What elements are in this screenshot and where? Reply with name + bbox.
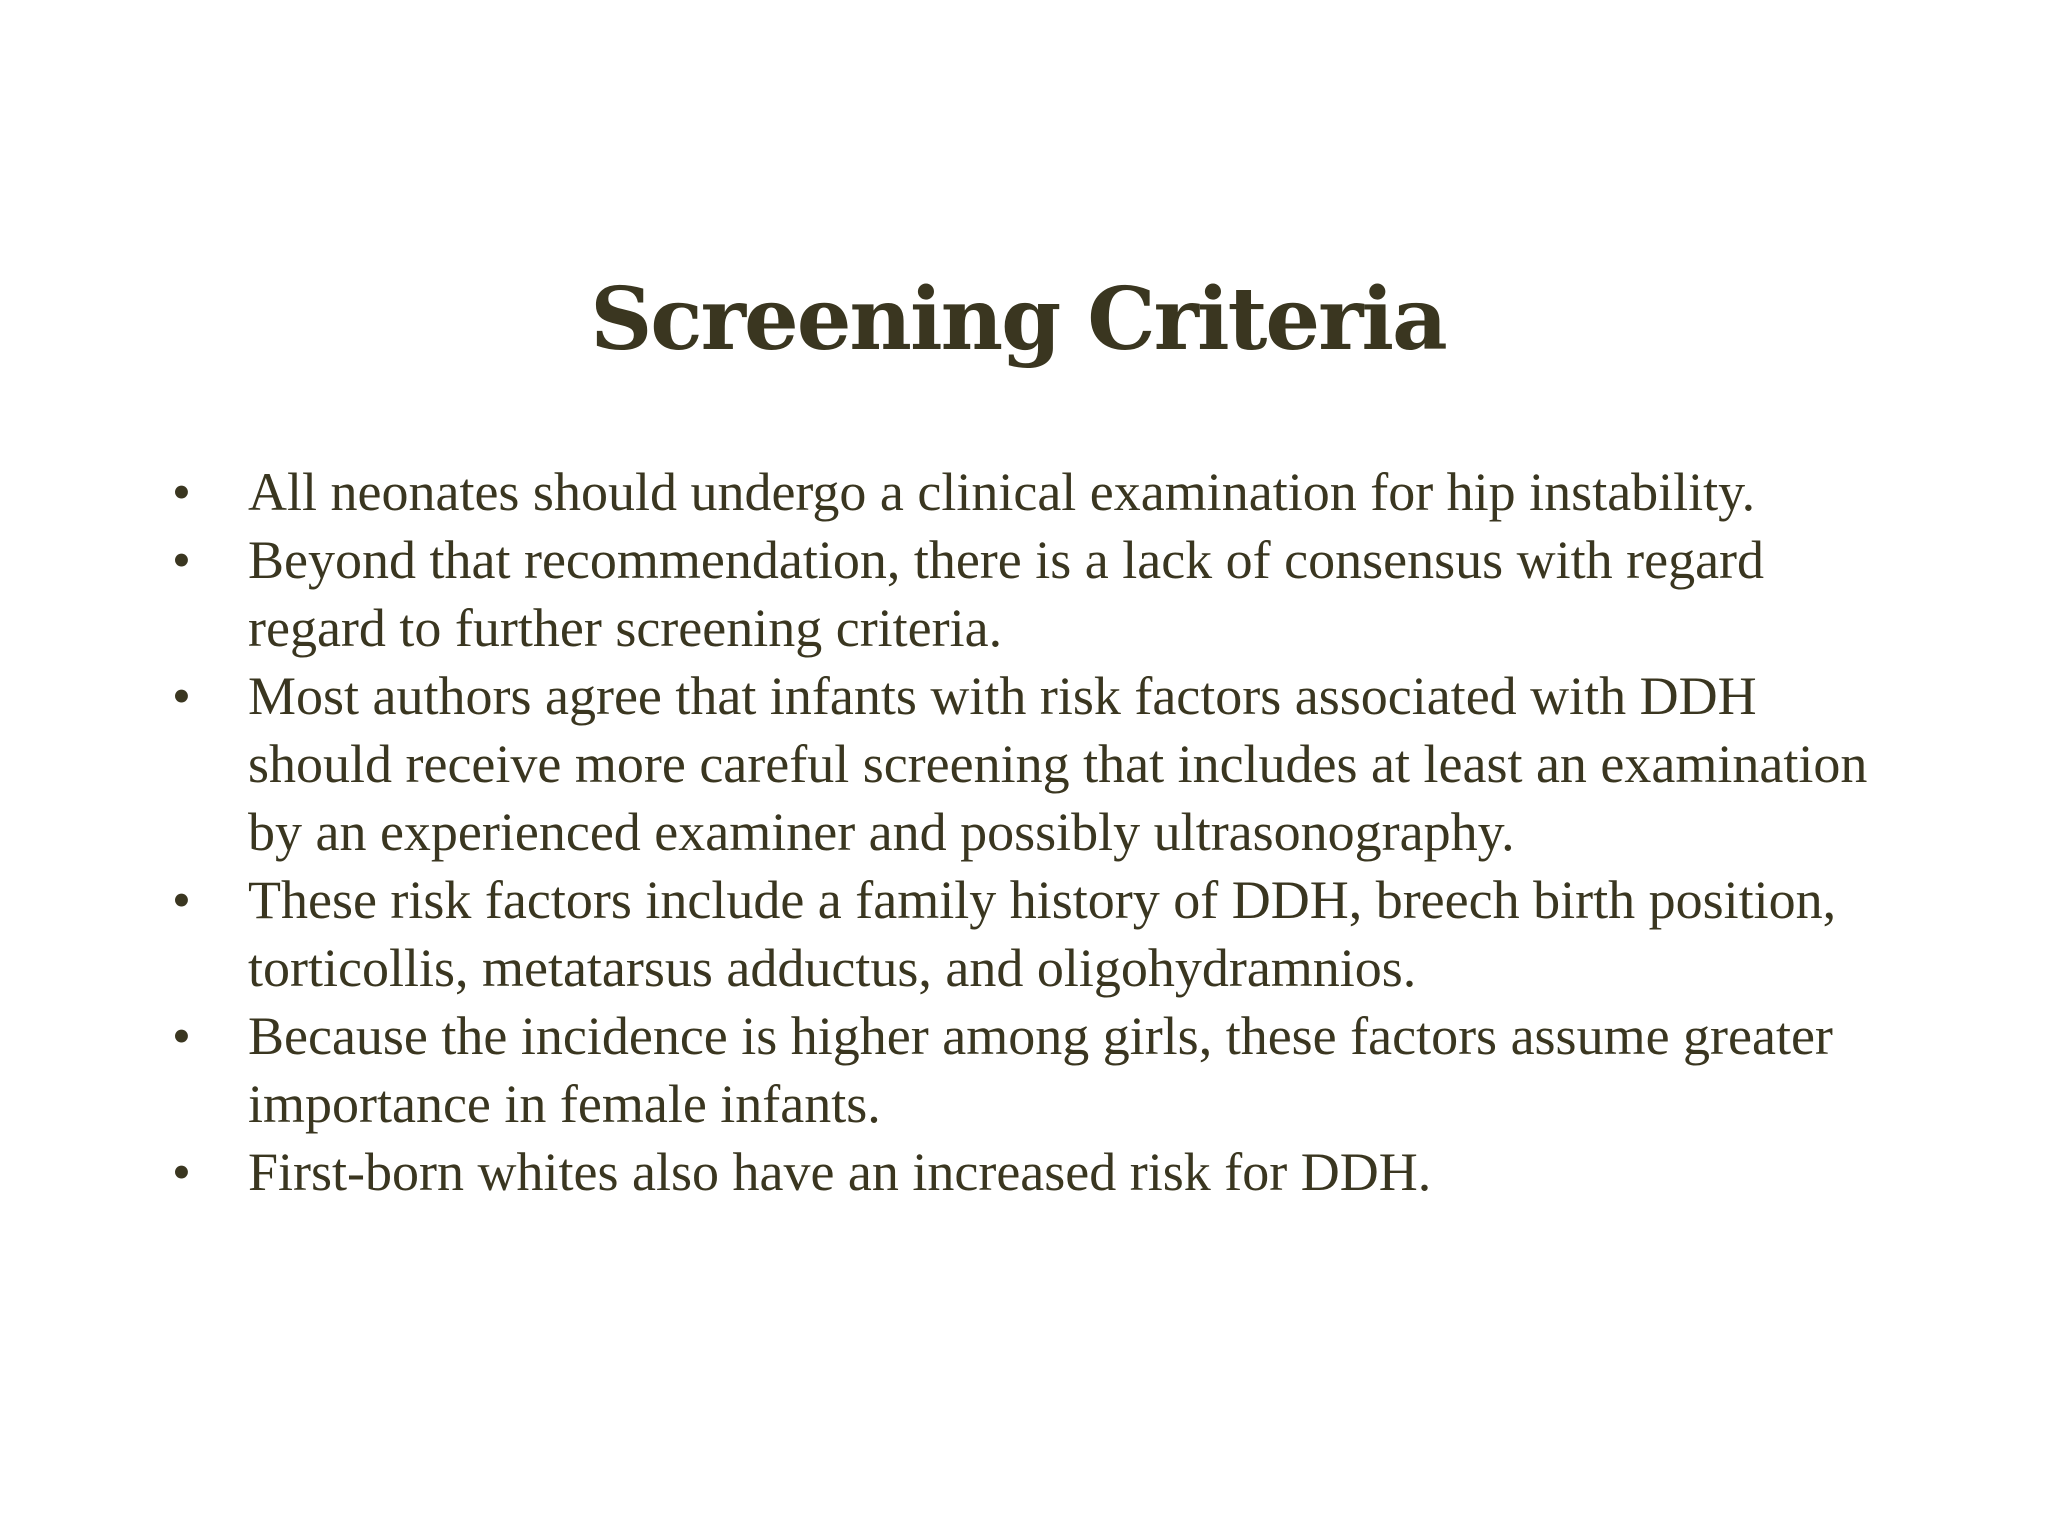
bullet-text-5: Because the incidence is higher among girls, these factors assume greater importance in female infants. xyxy=(248,1006,1833,1134)
bullet-icon: • xyxy=(172,530,191,590)
bullet-item-6 xyxy=(172,1138,1892,1206)
bullet-text-2: Beyond that recommendation, there is a lack of consensus with regard regard to further screening criteria. xyxy=(248,530,1765,658)
bullet-item-1 xyxy=(172,458,1892,526)
bullet-text-3: Most authors agree that infants with risk factors associated with DDH should receive more careful screening that includes at least an examination by an experienced examiner and possibly ultrasonography. xyxy=(248,666,1868,862)
bullet-icon: • xyxy=(172,1006,191,1066)
bullet-item-2 xyxy=(172,526,1892,662)
bullet-item-3 xyxy=(172,662,1892,866)
bullet-icon: • xyxy=(172,1142,191,1202)
slide-title: Screening Criteria xyxy=(590,269,1446,370)
bullet-icon: • xyxy=(172,870,191,930)
bullet-icon: • xyxy=(172,462,191,522)
bullet-item-5 xyxy=(172,1002,1892,1138)
bullet-text-6: First-born whites also have an increased risk for DDH. xyxy=(248,1142,1432,1202)
bullet-item-4 xyxy=(172,866,1892,1002)
bullet-text-1: All neonates should undergo a clinical examination for hip instability. xyxy=(248,462,1756,522)
bullet-text-4: These risk factors include a family history of DDH, breech birth position, torticollis, metatarsus adductus, and oligohydramnios. xyxy=(248,870,1837,998)
bullet-icon: • xyxy=(172,666,191,726)
bullet-list xyxy=(172,458,1892,1206)
